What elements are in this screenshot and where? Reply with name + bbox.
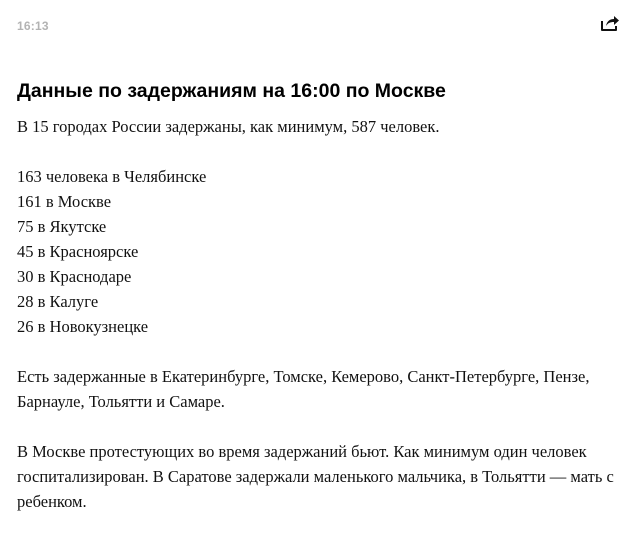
share-arrow-icon xyxy=(599,13,621,33)
stat-item: 161 в Москве xyxy=(17,192,112,211)
intro-paragraph: В 15 городах России задержаны, как минимум, 587 человек. xyxy=(17,117,440,136)
moscow-note-paragraph: В Москве протестующих во время задержаний бьют. Как минимум один человек госпитализирован. В Саратове задержали маленького мальчика, в Тольятти — мать с ребенком. xyxy=(17,442,614,511)
detention-stats-list xyxy=(17,164,617,339)
stat-item: 75 в Якутске xyxy=(17,217,107,236)
other-cities-paragraph: Есть задержанные в Екатеринбурге, Томске, Кемерово, Санкт-Петербурге, Пензе, Барнауле, Тольятти и Самаре. xyxy=(17,367,590,411)
share-button[interactable] xyxy=(599,13,621,33)
stat-item: 45 в Красноярске xyxy=(17,242,139,261)
post-title: Данные по задержаниям на 16:00 по Москве xyxy=(17,80,446,102)
stat-item: 26 в Новокузнецке xyxy=(17,317,149,336)
stat-item: 30 в Краснодаре xyxy=(17,267,132,286)
post-timestamp: 16:13 xyxy=(17,19,49,33)
stat-item: 28 в Калуге xyxy=(17,292,99,311)
post-body xyxy=(17,114,617,539)
stat-item: 163 человека в Челябинске xyxy=(17,167,207,186)
